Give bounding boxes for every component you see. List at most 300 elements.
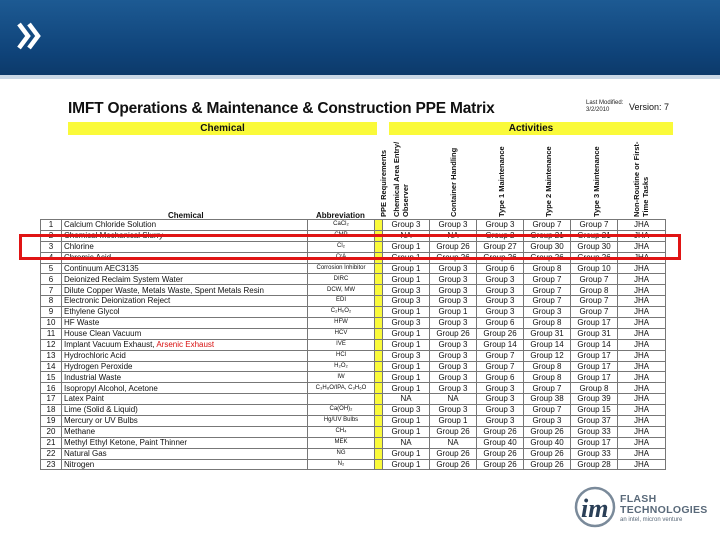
chemical-name (62, 328, 308, 339)
activity-group-cell: Group 3 (430, 339, 477, 350)
table-row (41, 220, 666, 231)
ppe-requirement-cell (375, 394, 383, 405)
ppe-requirement-cell (375, 296, 383, 307)
chemical-name-text: House Clean Vacuum (64, 329, 142, 339)
activity-group-cell: Group 3 (430, 285, 477, 296)
activity-group-cell: Group 1 (383, 263, 430, 274)
abbreviation (308, 394, 375, 405)
activity-group-cell: Group 26 (430, 252, 477, 263)
activity-group-cell: NA (383, 394, 430, 405)
activity-group-cell: JHA (618, 274, 666, 285)
activity-group-cell: JHA (618, 383, 666, 394)
activity-group-cell: Group 17 (571, 318, 618, 329)
activity-group-cell: Group 8 (524, 318, 571, 329)
activity-group-cell: Group 3 (430, 361, 477, 372)
svg-text:im: im (581, 494, 609, 523)
activity-group-cell: Group 26 (430, 459, 477, 470)
chemical-name-text: Ethylene Glycol (64, 307, 120, 317)
activity-group-cell: JHA (618, 448, 666, 459)
row-number: 8 (41, 296, 62, 307)
ppe-requirement-cell (375, 426, 383, 437)
chevron-right-icon (16, 20, 44, 52)
activity-group-cell: Group 3 (383, 220, 430, 231)
activity-header-label: Container Handling (449, 147, 458, 217)
table-row (41, 307, 666, 318)
activity-group-cell: Group 6 (477, 372, 524, 383)
activity-group-cell: Group 7 (524, 296, 571, 307)
activity-group-cell: Group 8 (524, 372, 571, 383)
activity-group-cell: JHA (618, 437, 666, 448)
table-row (41, 263, 666, 274)
activity-group-cell: Group 39 (571, 394, 618, 405)
ppe-requirement-cell (375, 318, 383, 329)
abbreviation: DCW, MW (308, 285, 375, 296)
top-banner (0, 0, 720, 75)
chemical-name-text: Implant Vacuum Exhaust, (64, 339, 157, 349)
chemical-name-text: Dilute Copper Waste, Metals Waste, Spent Metals Resin (64, 285, 264, 295)
activity-group-cell: Group 31 (524, 328, 571, 339)
brand-tagline: an intel, micron venture (620, 517, 683, 523)
chemical-name-text: Methane (64, 427, 96, 437)
chemical-name (62, 296, 308, 307)
activity-group-cell: Group 1 (430, 416, 477, 427)
table-row (41, 318, 666, 329)
chemical-name-text: Chromic Acid (64, 252, 112, 262)
abbreviation: IVE (308, 339, 375, 350)
chemical-name (62, 372, 308, 383)
chemical-name-text: Electronic Deionization Reject (64, 296, 171, 306)
activity-group-cell: Group 3 (383, 405, 430, 416)
activity-group-cell: Group 15 (571, 405, 618, 416)
activity-group-cell: Group 1 (383, 307, 430, 318)
activity-group-cell: JHA (618, 318, 666, 329)
table-row (41, 339, 666, 350)
activity-group-cell: Group 28 (571, 459, 618, 470)
ppe-requirement-cell (375, 350, 383, 361)
activity-group-cell: Group 26 (430, 448, 477, 459)
activity-group-cell: Group 17 (571, 350, 618, 361)
row-number: 20 (41, 426, 62, 437)
activities-group-header: Activities (389, 122, 673, 135)
chemical-name-text: Hydrochloric Acid (64, 350, 126, 360)
activity-group-cell: Group 3 (430, 220, 477, 231)
activity-group-cell: Group 27 (477, 241, 524, 252)
chemical-name-text: Latex Paint (64, 394, 105, 404)
activity-group-cell: Group 7 (524, 285, 571, 296)
abbreviation: H₂O₂ (308, 361, 375, 372)
activity-group-cell: Group 3 (477, 296, 524, 307)
abbreviation: MEK (308, 437, 375, 448)
abbreviation: HCl (308, 350, 375, 361)
activity-group-cell: Group 3 (524, 307, 571, 318)
activity-group-cell: Group 17 (571, 437, 618, 448)
abbreviation: C₃H₈O/IPA, C₃H₆O (308, 383, 375, 394)
row-number: 23 (41, 459, 62, 470)
table-row (41, 405, 666, 416)
activity-group-cell: Group 3 (383, 318, 430, 329)
activity-group-cell: JHA (618, 426, 666, 437)
abbreviation: CH₄ (308, 426, 375, 437)
row-number: 3 (41, 241, 62, 252)
abbreviation: DIRC (308, 274, 375, 285)
activity-group-cell: JHA (618, 296, 666, 307)
activity-group-cell: Group 7 (571, 307, 618, 318)
abbreviation-column-header: Abbreviation (316, 211, 365, 220)
activity-group-cell: Group 3 (477, 220, 524, 231)
table-row (41, 285, 666, 296)
activity-group-cell: JHA (618, 350, 666, 361)
activity-group-cell: Group 1 (383, 339, 430, 350)
ppe-requirement-cell (375, 361, 383, 372)
chemical-name-text: Hydrogen Peroxide (64, 361, 133, 371)
activity-group-cell: Group 6 (477, 318, 524, 329)
activity-group-cell: Group 3 (430, 274, 477, 285)
activity-group-cell: Group 1 (383, 361, 430, 372)
activity-group-cell: Group 26 (524, 448, 571, 459)
activity-group-cell: Group 3 (430, 372, 477, 383)
row-number: 2 (41, 230, 62, 241)
activity-group-cell: Group 3 (430, 263, 477, 274)
chemical-name (62, 405, 308, 416)
abbreviation: CMP (308, 230, 375, 241)
activity-group-cell: Group 3 (477, 405, 524, 416)
brand-line1: FLASH (620, 493, 657, 505)
chemical-name (62, 274, 308, 285)
chemical-name-text: Mercury or UV Bulbs (64, 416, 138, 426)
last-modified (586, 100, 623, 114)
table-row (41, 274, 666, 285)
chemical-name (62, 361, 308, 372)
row-number: 6 (41, 274, 62, 285)
activity-group-cell: Group 3 (477, 274, 524, 285)
activity-group-cell: Group 33 (571, 448, 618, 459)
abbreviation: Cl₂ (308, 241, 375, 252)
activity-header-label: Non-Routine or First-Time Tasks (632, 141, 650, 217)
banner-strip (0, 75, 720, 79)
ppe-requirement-cell (375, 328, 383, 339)
abbreviation: C₂H₆O₂ (308, 307, 375, 318)
chemical-column-header: Chemical (168, 211, 204, 220)
chemical-name-text: Chlorine (64, 241, 94, 251)
activity-group-cell: Group 3 (430, 318, 477, 329)
chemical-group-header: Chemical (68, 122, 377, 135)
chemical-name (62, 394, 308, 405)
activity-group-cell: Group 8 (571, 285, 618, 296)
activity-group-cell: Group 8 (571, 383, 618, 394)
activity-group-cell: JHA (618, 230, 666, 241)
activity-group-cell: Group 21 (524, 230, 571, 241)
activity-group-cell: Group 7 (524, 383, 571, 394)
activity-group-cell: Group 30 (571, 241, 618, 252)
activity-group-cell: Group 26 (477, 252, 524, 263)
activity-group-cell: Group 1 (383, 416, 430, 427)
chemical-name-text: Nitrogen (64, 459, 95, 469)
activity-group-cell: Group 26 (477, 426, 524, 437)
ppe-requirement-cell (375, 437, 383, 448)
brand-line2: TECHNOLOGIES (620, 504, 708, 516)
activity-group-cell: Group 33 (571, 426, 618, 437)
chemical-name-text: Natural Gas (64, 448, 107, 458)
activity-group-cell: JHA (618, 405, 666, 416)
chemical-name (62, 350, 308, 361)
activity-header-label: Type 2 Maintenance (544, 146, 553, 217)
activity-group-cell: Group 3 (477, 394, 524, 405)
activity-group-cell: Group 1 (383, 241, 430, 252)
activity-group-cell: NA (383, 230, 430, 241)
im-logo-icon (573, 486, 617, 528)
chemical-name-warning: Arsenic Exhaust (156, 339, 215, 349)
chemical-name (62, 448, 308, 459)
activity-group-cell: Group 12 (524, 350, 571, 361)
activity-group-cell: NA (430, 230, 477, 241)
activity-group-cell: Group 26 (477, 328, 524, 339)
activity-group-cell: Group 7 (571, 296, 618, 307)
activity-group-cell: NA (430, 394, 477, 405)
activity-header-5 (591, 132, 603, 217)
activity-group-cell: Group 1 (383, 274, 430, 285)
ppe-requirement-cell (375, 459, 383, 470)
brand-name (620, 494, 708, 516)
activity-group-cell: Group 30 (524, 241, 571, 252)
activity-group-cell: JHA (618, 252, 666, 263)
abbreviation: NG (308, 448, 375, 459)
chemical-name (62, 307, 308, 318)
chemical-name (62, 318, 308, 329)
ppe-requirements-label: PPE Requirements (379, 149, 388, 217)
activity-group-cell: JHA (618, 394, 666, 405)
matrix-title: IMFT Operations & Maintenance & Construction PPE Matrix (68, 100, 495, 117)
activity-group-cell: Group 3 (524, 416, 571, 427)
activity-group-cell: Group 1 (383, 459, 430, 470)
activity-group-cell: Group 1 (383, 372, 430, 383)
activity-group-cell: Group 3 (430, 383, 477, 394)
activity-group-cell: Group 26 (524, 252, 571, 263)
chemical-name (62, 416, 308, 427)
activity-group-cell: Group 38 (524, 394, 571, 405)
table-row (41, 437, 666, 448)
activity-group-cell: Group 1 (383, 252, 430, 263)
row-number: 11 (41, 328, 62, 339)
activity-group-cell: JHA (618, 361, 666, 372)
chemical-name (62, 437, 308, 448)
row-number: 12 (41, 339, 62, 350)
abbreviation: Ca(OH)₂ (308, 405, 375, 416)
activity-group-cell: Group 6 (477, 263, 524, 274)
activity-group-cell: Group 37 (571, 416, 618, 427)
table-row (41, 350, 666, 361)
activity-group-cell: Group 26 (477, 448, 524, 459)
activity-group-cell: JHA (618, 339, 666, 350)
activity-group-cell: Group 7 (477, 350, 524, 361)
last-modified-date: 3/2/2010 (586, 107, 610, 113)
ppe-requirement-cell (375, 372, 383, 383)
last-modified-label: Last Modified: (586, 100, 624, 106)
activity-group-cell: Group 10 (571, 263, 618, 274)
activity-group-cell: NA (383, 437, 430, 448)
table-row (41, 361, 666, 372)
abbreviation: EDI (308, 296, 375, 307)
activity-header-3 (496, 132, 508, 217)
activity-group-cell: Group 3 (430, 405, 477, 416)
chemical-name (62, 263, 308, 274)
activity-group-cell: JHA (618, 307, 666, 318)
chemical-name (62, 220, 308, 231)
activity-group-cell: Group 26 (430, 328, 477, 339)
activity-group-cell: Group 3 (430, 350, 477, 361)
ppe-requirement-cell (375, 220, 383, 231)
chemical-name-text: Methyl Ethyl Ketone, Paint Thinner (64, 438, 188, 447)
activity-group-cell: Group 3 (383, 285, 430, 296)
activity-header-2 (448, 132, 460, 217)
activity-group-cell: Group 8 (524, 263, 571, 274)
activity-group-cell: Group 3 (477, 416, 524, 427)
chemical-name-text: HF Waste (64, 318, 100, 328)
activity-group-cell: Group 14 (571, 339, 618, 350)
row-number: 7 (41, 285, 62, 296)
activity-group-cell: Group 26 (571, 252, 618, 263)
activity-group-cell: Group 3 (383, 296, 430, 307)
row-number: 21 (41, 437, 62, 448)
ppe-requirement-cell (375, 339, 383, 350)
ppe-requirement-cell (375, 263, 383, 274)
row-number: 5 (41, 263, 62, 274)
row-number: 22 (41, 448, 62, 459)
abbreviation: CaCl₂ (308, 220, 375, 231)
activity-group-cell: Group 7 (524, 220, 571, 231)
row-number: 13 (41, 350, 62, 361)
row-number: 16 (41, 383, 62, 394)
table-row (41, 459, 666, 470)
activity-group-cell: Group 1 (383, 383, 430, 394)
chemical-name-text: Deionized Reclaim System Water (64, 274, 183, 284)
activity-group-cell: Group 1 (383, 448, 430, 459)
activity-group-cell: Group 8 (524, 361, 571, 372)
activity-group-cell: Group 7 (477, 361, 524, 372)
activity-group-cell: Group 7 (571, 220, 618, 231)
table-row (41, 426, 666, 437)
activity-group-cell: Group 3 (477, 383, 524, 394)
activity-group-cell: Group 21 (571, 230, 618, 241)
activity-header-1 (392, 132, 412, 217)
chemical-name-text: Chemical Mechanical Slurry (64, 231, 164, 241)
chemical-name (62, 339, 308, 350)
activity-group-cell: Group 31 (571, 328, 618, 339)
row-number: 4 (41, 252, 62, 263)
activity-header-4 (543, 132, 555, 217)
activity-group-cell: JHA (618, 241, 666, 252)
row-number: 15 (41, 372, 62, 383)
activity-group-cell: JHA (618, 220, 666, 231)
activity-group-cell: Group 7 (524, 274, 571, 285)
activity-group-cell: Group 14 (477, 339, 524, 350)
table-row (41, 372, 666, 383)
activity-group-cell: Group 17 (571, 372, 618, 383)
chemical-name-text: Lime (Solid & Liquid) (64, 405, 138, 415)
activity-header-label: Type 1 Maintenance (497, 146, 506, 217)
activity-group-cell: Group 3 (430, 296, 477, 307)
activity-group-cell: NA (430, 437, 477, 448)
activity-group-cell: JHA (618, 328, 666, 339)
abbreviation: N₂ (308, 459, 375, 470)
chemical-name-text: Industrial Waste (64, 372, 122, 382)
chemical-name-text: Calcium Chloride Solution (64, 220, 157, 230)
ppe-requirement-cell (375, 307, 383, 318)
ppe-requirement-cell (375, 274, 383, 285)
ppe-requirement-cell (375, 383, 383, 394)
activity-group-cell: JHA (618, 285, 666, 296)
activity-group-cell: Group 26 (430, 241, 477, 252)
abbreviation: CrA (308, 252, 375, 263)
activity-header-label: Type 3 Maintenance (592, 146, 601, 217)
row-number: 14 (41, 361, 62, 372)
abbreviation: IW (308, 372, 375, 383)
activity-group-cell: Group 3 (477, 285, 524, 296)
activity-group-cell: JHA (618, 372, 666, 383)
activity-group-cell: JHA (618, 263, 666, 274)
activity-group-cell: Group 17 (571, 361, 618, 372)
activity-group-cell: Group 7 (524, 405, 571, 416)
version-label: Version: 7 (629, 102, 670, 112)
activity-header-label: Chemical Area Entry/ Observer (392, 141, 410, 217)
abbreviation: HFW (308, 318, 375, 329)
activity-group-cell: Group 3 (477, 307, 524, 318)
activity-header-6 (632, 132, 652, 217)
activity-group-cell: Group 40 (477, 437, 524, 448)
ppe-requirement-cell (375, 285, 383, 296)
abbreviation: HCV (308, 328, 375, 339)
activity-group-cell: Group 2 (477, 230, 524, 241)
activity-group-cell: JHA (618, 416, 666, 427)
table-row (41, 328, 666, 339)
chemical-name-text: Continuum AEC3135 (64, 263, 139, 273)
row-number: 18 (41, 405, 62, 416)
abbreviation: Corrosion Inhibitor (308, 263, 375, 274)
row-number: 10 (41, 318, 62, 329)
chemical-name (62, 459, 308, 470)
activity-group-cell: Group 1 (383, 426, 430, 437)
chemical-name-text: Isopropyl Alcohol, Acetone (64, 383, 158, 393)
activity-group-cell: Group 1 (383, 328, 430, 339)
row-number: 17 (41, 394, 62, 405)
activity-group-cell: Group 26 (524, 459, 571, 470)
activity-group-cell: Group 1 (430, 307, 477, 318)
ppe-requirement-cell (375, 448, 383, 459)
table-row (41, 394, 666, 405)
abbreviation: Hg/UV Bulbs (308, 416, 375, 427)
row-number: 19 (41, 416, 62, 427)
row-number: 9 (41, 307, 62, 318)
activity-group-cell: Group 40 (524, 437, 571, 448)
ppe-requirement-cell (375, 405, 383, 416)
activity-group-cell: JHA (618, 459, 666, 470)
chemical-name (62, 383, 308, 394)
table-row (41, 296, 666, 307)
activity-group-cell: Group 7 (571, 274, 618, 285)
activity-group-cell: Group 26 (477, 459, 524, 470)
table-row (41, 383, 666, 394)
table-row (41, 448, 666, 459)
activity-group-cell: Group 14 (524, 339, 571, 350)
highlight-box (19, 234, 681, 260)
table-row (41, 416, 666, 427)
activity-group-cell: Group 26 (524, 426, 571, 437)
ppe-requirement-cell (375, 416, 383, 427)
chemical-name (62, 426, 308, 437)
activity-group-cell: Group 26 (430, 426, 477, 437)
chemical-name (62, 285, 308, 296)
activity-group-cell: Group 3 (383, 350, 430, 361)
row-number: 1 (41, 220, 62, 231)
